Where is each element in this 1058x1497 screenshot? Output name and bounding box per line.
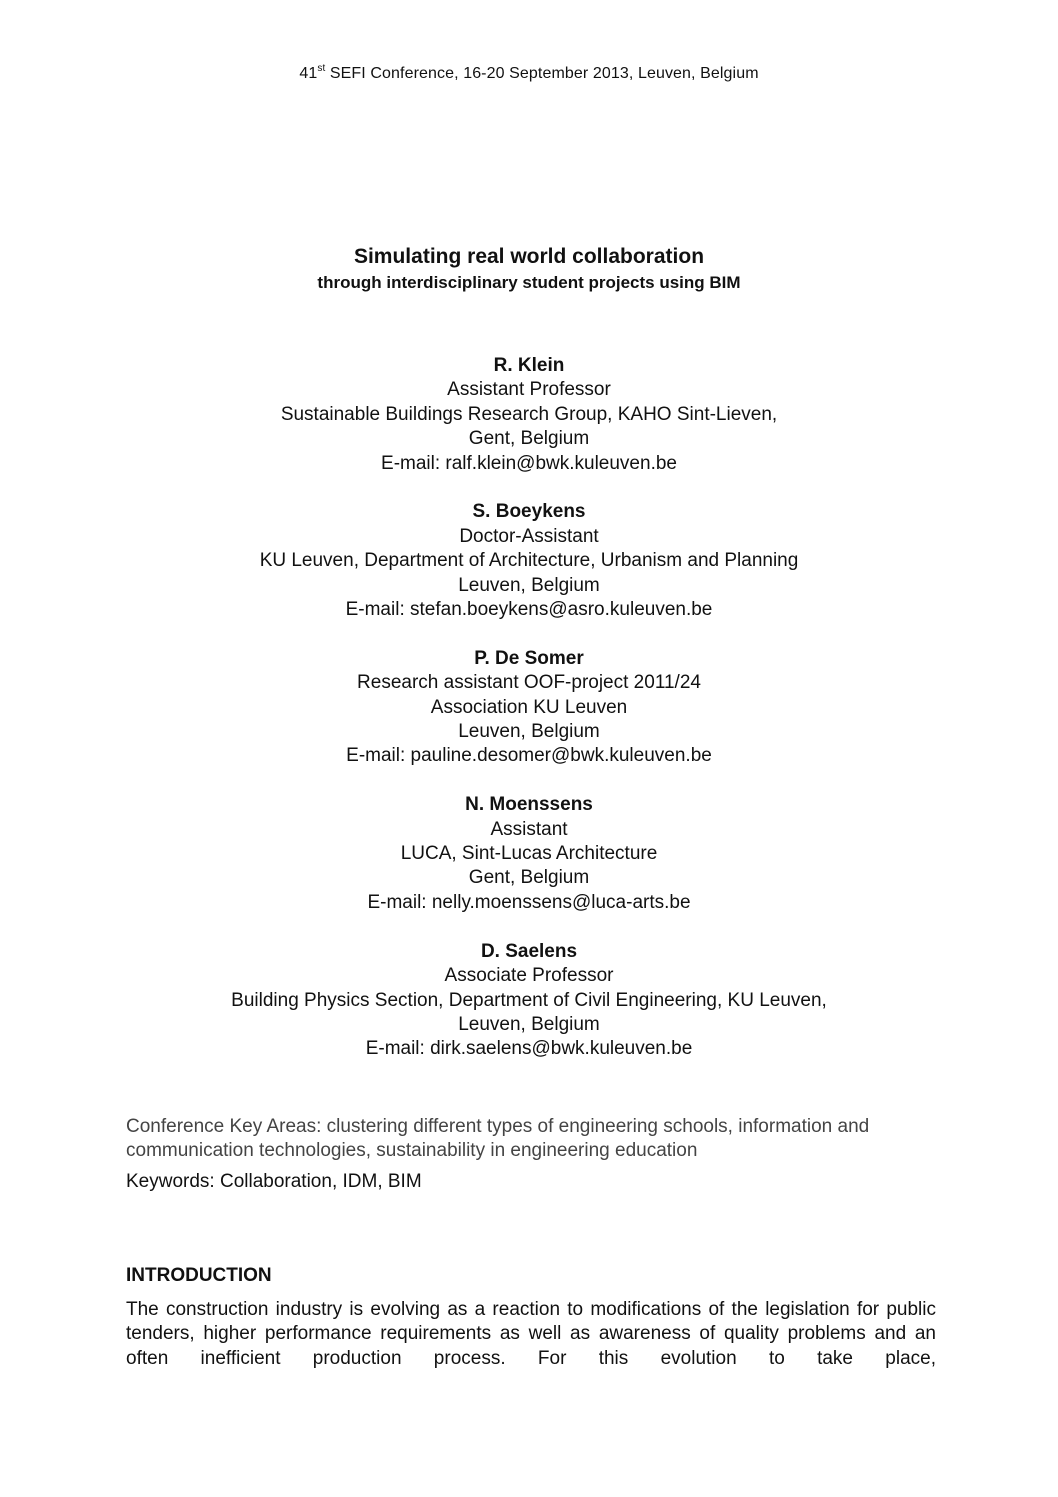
author-name: R. Klein	[493, 355, 565, 376]
author-location: Leuven, Belgium	[458, 721, 600, 743]
running-header	[0, 63, 1058, 83]
conference-key-areas: Conference Key Areas: clustering different types of engineering schools, information and communication technologies, sustainability in engineering education	[126, 1116, 870, 1162]
author-position: Assistant	[490, 818, 568, 840]
keywords: Keywords: Collaboration, IDM, BIM	[126, 1170, 422, 1192]
author-email: E-mail: pauline.desomer@bwk.kuleuven.be	[346, 745, 712, 767]
author-block	[0, 647, 1058, 769]
paper-title: Simulating real world collaboration	[353, 245, 705, 268]
author-affiliation: Sustainable Buildings Research Group, KAHO Sint-Lieven,	[280, 403, 778, 425]
author-block	[0, 940, 1058, 1062]
author-position: Doctor-Assistant	[459, 525, 599, 547]
author-location: Gent, Belgium	[468, 428, 590, 450]
author-email: E-mail: stefan.boeykens@asro.kuleuven.be	[345, 599, 713, 621]
author-position: Associate Professor	[444, 965, 614, 987]
author-name: N. Moenssens	[465, 794, 593, 816]
author-affiliation: Building Physics Section, Department of Civil Engineering, KU Leuven,	[231, 989, 827, 1011]
title-block	[0, 243, 1058, 295]
author-location: Leuven, Belgium	[458, 1013, 600, 1035]
author-email: E-mail: nelly.moenssens@luca-arts.be	[367, 891, 691, 913]
author-affiliation: Association KU Leuven	[430, 696, 628, 718]
paper-subtitle: through interdisciplinary student projects using BIM	[317, 273, 741, 292]
author-affiliation: KU Leuven, Department of Architecture, Urbanism and Planning	[259, 550, 799, 572]
paper-metadata	[126, 1115, 946, 1194]
section-heading: INTRODUCTION	[126, 1265, 272, 1286]
author-email: E-mail: ralf.klein@bwk.kuleuven.be	[381, 452, 677, 474]
author-block	[0, 500, 1058, 622]
author-name: D. Saelens	[480, 940, 578, 962]
author-position: Assistant Professor	[447, 379, 611, 401]
author-name: S. Boeykens	[472, 501, 586, 523]
author-name: P. De Somer	[474, 647, 584, 669]
author-block	[0, 793, 1058, 915]
author-location: Gent, Belgium	[468, 867, 590, 889]
author-position: Research assistant OOF-project 2011/24	[357, 672, 701, 694]
author-location: Leuven, Belgium	[458, 574, 600, 596]
ordinal-suffix: st	[317, 63, 326, 74]
author-block	[0, 354, 1058, 476]
conference-details: SEFI Conference, 16-20 September 2013, Leuven, Belgium	[325, 65, 759, 82]
author-email: E-mail: dirk.saelens@bwk.kuleuven.be	[365, 1038, 693, 1060]
author-list	[0, 354, 1058, 1086]
conference-number: 41	[299, 65, 318, 82]
author-affiliation: LUCA, Sint-Lucas Architecture	[400, 843, 658, 865]
section-paragraph: The construction industry is evolving as a reaction to modifications of the legislation for public tenders, higher performance requirements as well as awareness of quality problems and an often inefficient production process. For this evolution to take place,	[126, 1299, 936, 1369]
introduction-section	[126, 1264, 936, 1371]
